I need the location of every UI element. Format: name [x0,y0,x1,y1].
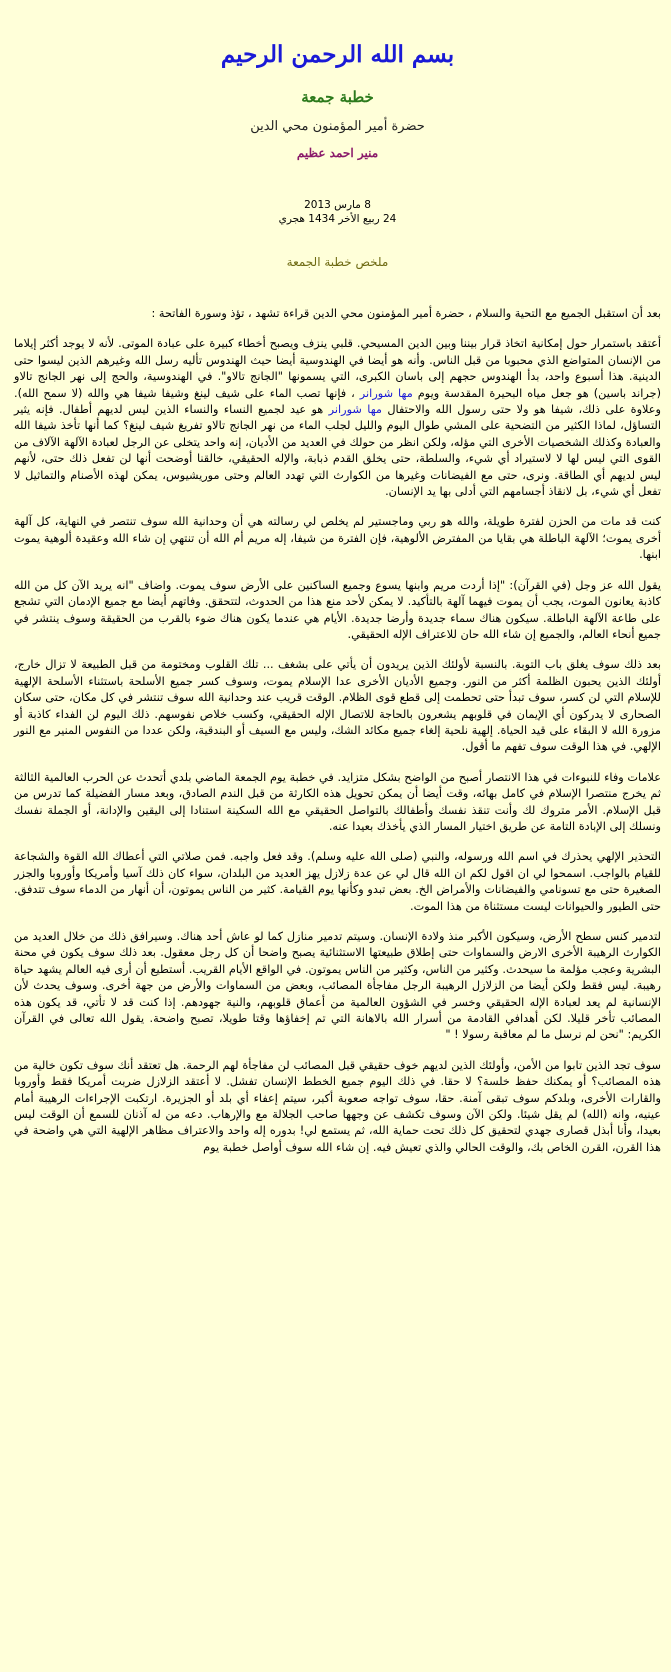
paragraph-hinduism [14,336,661,500]
paragraph-prophecies: علامات وفاء للنبوءات في هذا الانتصار أصبح من الواضح بشكل متزايد. في خطبة يوم الجمعة الماضي بلدي أتحدث عن الحرب العالمية الثالثة ثم يخرج منتصرا الإسلام في كامل بهائه، وقت أيضا أن يمكن تحويل هذه الكارثة من قبل الندم الصادق، وبعد مسار الفضيلة كما تدرس من قبل الإسلام. الأمر متروك لك وأنت تنقذ نفسك وأطفالك بالتواصل الحقيقي مع الله السكينة استنادا إلى اليقين والإدانة، أو الجملة نفسك ونسلك إلى الإبادة التامة عن طريق اختيار المسار الذي يأخذك بعيدا عنه. [14,770,661,833]
paragraph-intro: بعد أن استقبل الجميع مع التحية والسلام ، حضرة أمير المؤمنون محي الدين قراءة تشهد ، تؤذ وسورة الفاتحة : [151,307,661,320]
paragraph-oneness: كنت قد مات من الحزن لفترة طويلة، والله هو ربي وماجستير لم يخلص لي رسالته هي أن وحدانية الله سوف تنتصر في النهاية، كل آلهة أخرى يموت؛ الآلهة الباطلة هي بقايا من المفترض الألوهية، فإن الفترة من شيفا، إله مريم أم الله أن تنتهي إن شاء الله وعقيدة ألوهية يموت ابنها. [14,515,661,562]
bismillah-heading: بسم الله الرحمن الرحيم [220,41,455,68]
paragraph-text: ، فإنها تصب الماء على شيف لينغ وشيفا شيفا هي والله (لا سمح الله). وعلاوة على ذلك، شيفا هو ولا حتى رسول الله والاحتفال [14,386,661,417]
paragraph-text: هو عيد لجميع النساء والنساء الذين ليس لديهم أطفال. فإنه يثير التساؤل، لماذا الكثير من التضحية على المشي طوال اليوم والليل لجلب الماء من نهر الجانج تالاو تفريغ شيف لينغ؟ كما أنها تأخذ شيفا الله والعبادة وكذلك الشخصيات الأخرى التي مؤله، ولكن انظر من حولك في العديد من الأديان، إنه واحد يتخلى عن الرجل لعبادة الآلهة الآلاف من القوى التي ليس لها لا لاستيراد أي شيء، والسلطة، حتى يخلق القدم ذبابة، والإله الحقيقي، خالقنا أوضحت أنها لن تفعل ذلك حتى، لأنهم ليس لديهم أي الطاقة. ونرى، حتى مع الفيضانات وغيرها من الكوارث التي تهدد العالم وحتى موريشيوس، يمكن لهذه الأصنام والتماثيل لا تفعل أي شيء، بل لانقاذ أجسامهم التي أدلى بها يد الإنسان. [14,403,661,499]
paragraph-mercy: سوف تجد الذين تابوا من الأمن، وأولئك الذين لديهم خوف حقيقي قبل المصائب لن مفاجأة لهم الرحمة. هل تعتقد أنك سوف تكون خالية من هذه المصائب؟ أو يمكنك حفظ خلسة؟ لا حقا. في ذلك اليوم جميع الخطط الإنسان تفشل. لا أعتقد الزلازل ضربت أمريكا فقط وأوروبا والقارات الأخرى، وبلدكم سوف تبقى آمنة. حقا، سوف تواجه صعوبة أكبر، سيتم إعفاء أي بلد أو الجزيرة. ارتكبت الإجراءات الرهيبة أمام عينيه، وانه (الله) لم يقل شيئا. ولكن الآن وسوف تكشف عن وجهها صاحب الجلالة مع والإرهاب. دعه من له آذنان للسمع أن الوقت ليس بعيدا، وأنا أبذل قصارى جهدي لتحقيق كل ذلك تحت حماية الله، ثم يستمع لي! بدوره إله واحد والاعتراف مظاهر الإلهية التي هي واضحة في هذا القرن، القرن الخاص بك، والوقت الحالي والذي تعيش فيه. إن شاء الله سوف أواصل خطبة يوم [14,1058,661,1154]
festival-name-highlight: مها شورانر [328,403,382,417]
author-line: حضرة أمير المؤمنون محي الدين [250,119,425,134]
paragraph-repentance: بعد ذلك سوف يغلق باب التوبة. بالنسبة لأولئك الذين يريدون أن يأتي على بشغف ... تلك القلوب ومختومة من قبل الطبيعة لا تزال خارج، أولئك الذين يحبون الظلمة أكثر من النور. وجميع الأديان الأخرى عدا الإسلام يموت، وسوف كسر جميع الأسلحة باستثناء الأسلحة الإلهية للإسلام التي لن كسر، سوف تبدأ حتى تحطمت إلى قطع قوى الظلام. الوقت قريب عند وحدانية الله سوف تنتشر في كل مكان، حتى سكان الصحارى لا يدركون أي الإيمان في قلوبهم يشعرون بالحاجة للاتصال الإله الحقيقي، وكسب خلاص نفوسهم. ذلك اليوم لن الفداء كاذبة أو مزورة الله لا البقاء على قيد الحياة. إلهية نلحية إلغاء جميع مكائد الشك، وليس مع السيف أو البندقية، ولكن عددا من النفوس المنير مع النور الإلهي. في هذا الوقت سوف تفهم ما أقول. [14,658,661,754]
hijri-date: 24 ربيع الأخر 1434 هجري [278,213,397,225]
paragraph-text: أعتقد باستمرار حول إمكانية اتخاذ قرار بيننا وبين الدين المسيحي. قلبي ينزف ويصبح أخطاء كبيرة على عبادة الموتى. لأنه لا يوجد أكثر إيلاما من الإنسان المتواضع الذي محبوبا من قبل الناس. وأنه هو أيضا في الهندوسية أيضا حيث الهندوس تأليه رسل الله وغيرهم الذين ليسوا حتى الدينية. هذا أسبوع واحد، بدأ الهندوس حجهم إلى باسان الكبرى، التي يسمونها "الجانج تالاو". في الهندوسية، والحج إلى نهر الجانج تالاو (جراند باسين) هو جعل مياه البحيرة المقدسة ويوم [14,337,662,400]
festival-name-highlight: مها شورانر [359,386,413,400]
paragraph-quran-quote: يقول الله عز وجل (في القرآن): "إذا أردت مريم وابنها يسوع وجميع الساكنين على الأرض سوف يموت. واضاف "انه يريد الآن كل من الله كاذبة يعانون الموت، يجب أن يموت فيهما آلهة بالتأكيد. لا يمكن لأحد منع هذا من الحدوث، لتتحقق. وفاتهم أيضا مع جميع الإدمان التي تشجع على طاعة الآلهة الباطلة. سيكون هناك سماء جديدة وأرضا جديدة. الأيام هي عندما يكون هناك ضوء بالقرب من الحقيقة وسوف ينتشر في جميع أنحاء العالم، والجميع إن شاء الله حان للاعتراف الإله الحقيقي. [14,578,661,641]
paragraph-warning: التحذير الإلهي يحذرك في اسم الله ورسوله، والنبي (صلى الله عليه وسلم). وقد فعل واجبه. فمن صلاتي التي أعطاك الله القوة والشجاعة للقيام بالواجب. اسمحوا لي ان اقول لكم ان الله قال لي عن عدة زلازل يهز العديد من البلدان، سواء كان ذلك آسيا وأمريكا وأوروبا والجزر الصغيرة حتى مع تسونامي والفيضانات والأمراض الخ. بعض تبدو وكأنها يوم القيامة. كثير من الناس يموتون، أن أنهار من الدماء سوف تتدفق. حتى الطيور والحيوانات ليست مستثناة من هذا الموت. [14,850,661,913]
gregorian-date: 8 مارس 2013 [304,199,371,211]
sermon-title: خطبة جمعة [301,88,374,106]
translator-name: منير احمد عظيم [296,146,379,160]
summary-heading: ملخص خطبة الجمعة [286,255,389,269]
paragraph-destruction: لتدمير كنس سطح الأرض، وسيكون الأكبر منذ ولادة الإنسان. وسيتم تدمير منازل كما لو عاش أحد هناك. وسيرافق ذلك من خلال العديد من الكوارث الرهيبة الأخرى الارض والسماوات حتى إطلاق طبيعتها الاستثنائية يصبح واضحا أن كل رجل معقول. بعد ذلك سوف يكون في محنة البشرية وعجب مؤلمة ما سيحدث. وكثير من الناس، وكثير من الناس يموتون. في الواقع الأيام القريب. أستطيع أن أرى فيه العالم يشهد حياة رهيبة. ليس فقط ولكن أيضا من الزلازل الرهيبة الرجل مفاجأة المصائب، وبعض من السماوات والأرض من جهة أخرى. وسوف يحدث لأن الإنسانية لم يعد لعبادة الإله الحقيقي وخسر في الشؤون العالمية من أعماق قلوبهم، والنية جهودهم. إذا كنت قد لا تأتي، قد يكون هذه المصائب تأخر قليلا. لكن أهدافي القادمة من أسرار الله بالاهانة التي تم إخفاؤها وقتا طويلا، تصبح واضحة. يقول الله تعالى في القرآن الكريم: "نحن لم نرسل ما لم معاقبة رسولا ! " [14,930,661,1042]
dates-block [14,198,661,226]
sermon-body [14,306,661,1156]
